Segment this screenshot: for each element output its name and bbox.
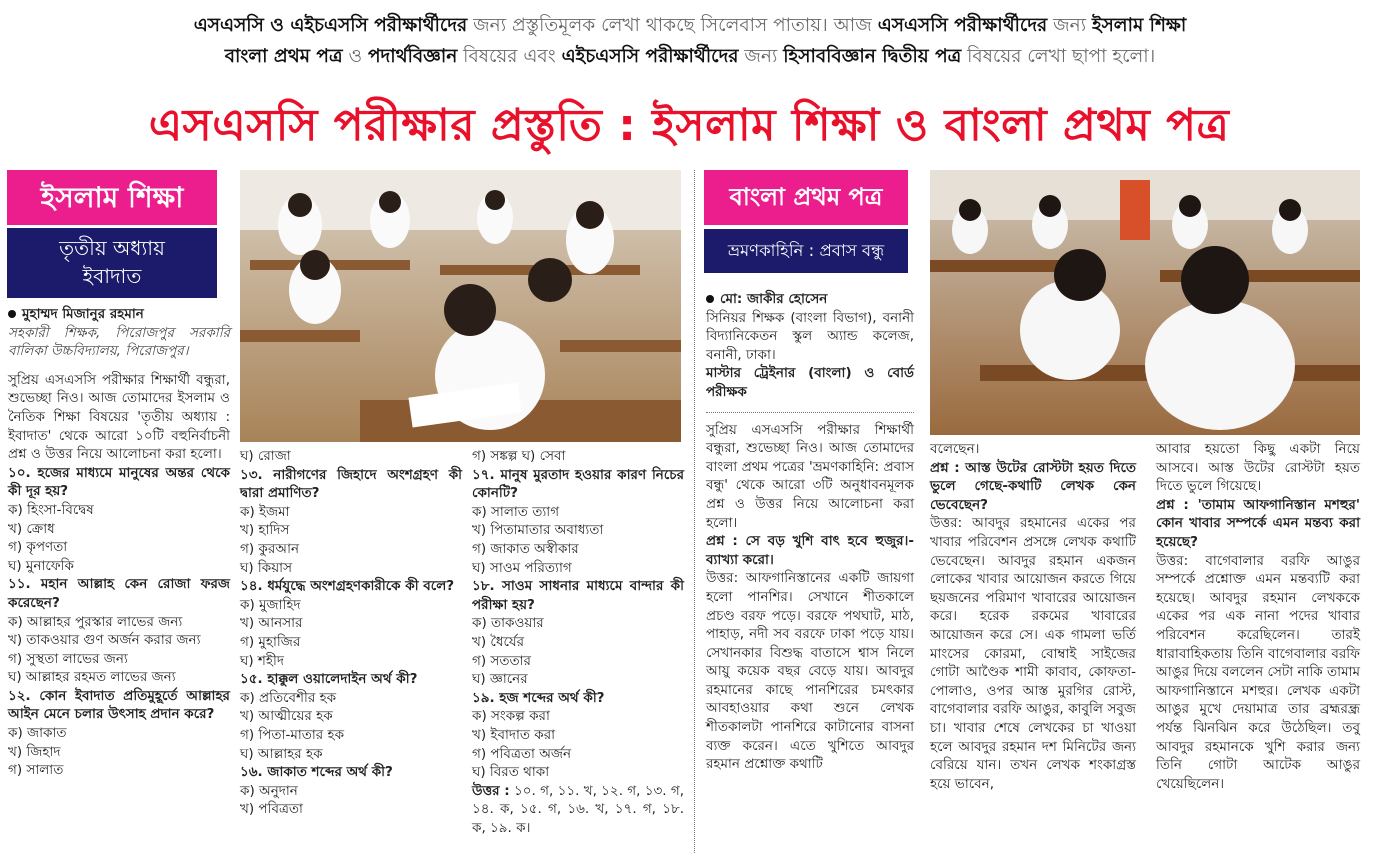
exam-hall-photo-1 <box>240 170 681 442</box>
mcq-option: ক) প্রতিবেশীর হক <box>240 689 337 706</box>
bullet-icon <box>706 295 714 303</box>
mcq-option: ক) আল্লাহর পুরস্কার লাভের জন্য <box>8 613 183 630</box>
mcq-question: ১৭. মানুষ মুরতাদ হওয়ার কারণ নিচের কোনটি? <box>472 466 684 502</box>
mcq-option: গ) কুরআন <box>240 540 300 557</box>
mcq-option: ক) হিংসা-বিদ্বেষ <box>8 501 94 518</box>
mcq-option: খ) তাকওয়ার গুণ অর্জন করার জন্য <box>8 632 201 649</box>
mcq-option: গ) কৃপণতা <box>8 539 68 556</box>
mcq-option: ঘ) সাওম পরিত্যাগ <box>472 559 572 576</box>
mcq-option: ঘ) মুনাফেকি <box>8 557 74 574</box>
mcq-option: ক) সংকল্প করা <box>472 708 550 725</box>
question-3: প্রশ্ন : 'তামাম আফগানিস্তান মশহুর' কোন খাবার সম্পর্কে এমন মন্তব্য করা হয়েছে? <box>1156 496 1360 550</box>
mcq-option: খ) ইবাদাত করা <box>472 726 556 743</box>
mcq-option: ঘ) বিরত থাকা <box>472 764 550 781</box>
mcq-question: ১৫. হাক্কুল ওয়ালেদাইন অর্থ কী? <box>240 671 418 688</box>
mcq-option: খ) হাদিস <box>240 522 290 539</box>
page-headline: এসএসসি পরীক্ষার প্রস্তুতি : ইসলাম শিক্ষা ও বাংলা প্রথম পত্র <box>148 100 1230 151</box>
mcq-option: গ) সালাত <box>8 762 64 779</box>
mcq-option: ক) তাকওয়ার <box>472 615 544 632</box>
mcq-option: গ) পবিত্রতা অর্জন <box>472 745 572 762</box>
mcq-option: ক) মুজাহিদ <box>240 596 301 613</box>
author-role: মাস্টার ট্রেইনার (বাংলা) ও বোর্ড পরীক্ষক <box>706 365 914 400</box>
chapter-number: তৃতীয় অধ্যায় <box>59 236 165 260</box>
chapter-title: ইবাদাত <box>82 264 142 288</box>
mcq-option: ঘ) জ্ঞানের <box>472 671 528 688</box>
mcq-option: খ) আনসার <box>240 615 303 632</box>
mcq-option: গ) পিতা-মাতার হক <box>240 726 345 743</box>
mcq-option: ঘ) আল্লাহর হক <box>240 745 323 762</box>
mcq-question: ১৩. নারীগণের জিহাদে অংশগ্রহণ কী দ্বারা প্রমাণিত? <box>240 466 462 502</box>
bangla-column-2 <box>930 440 1136 793</box>
author-affiliation: সহকারী শিক্ষক, পিরোজপুর সরকারি বালিকা উচ্চবিদ্যালয়, পিরোজপুর। <box>8 324 230 360</box>
mcq-option: ঘ) শহীদ <box>240 652 284 669</box>
mcq-option: খ) জিহাদ <box>8 743 61 760</box>
continued-text: আবার হয়তো কিছু একটা নিয়ে আসবে। আস্ত উটের রোস্টটা হয়ত দিতে ভুলে গিয়েছে। <box>1156 441 1360 495</box>
mcq-option: খ) ক্রোধ <box>8 520 55 537</box>
bangla-column-3 <box>1156 440 1360 793</box>
mcq-option: ক) জাকাত <box>8 725 67 742</box>
mcq-option: খ) পিতামাতার অবাধ্যতা <box>472 522 604 539</box>
mcq-question: ১৬. জাকাত শব্দের অর্থ কী? <box>240 764 393 781</box>
islam-tag: ইসলাম শিক্ষা <box>7 170 217 225</box>
question-1: প্রশ্ন : সে বড় খুশি বাৎ হবে হুজুর।- ব্যাখ্যা করো। <box>706 533 914 568</box>
mcq-option: গ) সুস্থতা লাভের জন্য <box>8 650 128 667</box>
question-2: প্রশ্ন : আস্ত উটের রোস্টটা হয়ত দিতে ভুলে গেছে-কথাটি লেখক কেন ভেবেছেন? <box>930 459 1136 513</box>
chapter-box <box>7 228 217 298</box>
mcq-question: ১৪. ধর্মযুদ্ধে অংশগ্রহণকারীকে কী বলে? <box>240 578 455 595</box>
author-affiliation: সিনিয়র শিক্ষক (বাংলা বিভাগ), বনানী বিদ্যানিকেতন স্কুল অ্যান্ড কলেজ, বনানী, ঢাকা। <box>706 309 914 363</box>
mcq-option: খ) পবিত্রতা <box>240 801 303 818</box>
section-intro: সুপ্রিয় এসএসসি পরীক্ষার শিক্ষার্থী বন্ধুরা, শুভেচ্ছা নিও। আজ তোমাদের ইসলাম ও নৈতিক শিক্ষা বিষয়ের 'তৃতীয় অধ্যায় : ইবাদাত' থেকে আরো ১০টি বহুনির্বাচনী প্রশ্ন ও উত্তর নিয়ে আলোচনা করা হলো। <box>8 371 230 463</box>
mcq-option: গ) মুহাজির <box>240 633 301 650</box>
mcq-option: ক) অনুদান <box>240 782 298 799</box>
story-subtitle: ভ্রমণকাহিনি : প্রবাস বন্ধু <box>704 229 908 273</box>
mcq-option: ঘ) কিয়াস <box>240 559 292 576</box>
author-name: মো: জাকীর হোসেন <box>720 291 828 307</box>
bangla-tag: বাংলা প্রথম পত্র <box>704 170 908 225</box>
islam-column-3 <box>472 447 684 837</box>
mcq-option: ঘ) আল্লাহর রহমত লাভের জন্য <box>8 669 176 686</box>
exam-hall-photo-2 <box>930 170 1360 435</box>
answer-3: উত্তর: বাগেবালার বরফি আঙুর সম্পর্কে প্রশ্নোক্ত এমন মন্তব্যটি করা হয়েছে। আবদুর রহমান লেখককে একের পর এক নানা পদের খাবার পরিবেশন করেছিলেন। তারই ধারাবাহিকতায় তিনি বাগেবালার বরফি আঙুর দিয়ে বললেন সেটা নাকি তামাম আফগানিস্তানে মশহুর। লেখক একটা আঙুর মুখে দেয়ামাত্র তার ব্রহ্মরন্ধ্র পর্যন্ত ঝিনঝিন করে উঠেছিল। তবু আবদুর রহমানকে খুশি করার জন্য তিনি গোটা আটেক আঙুর খেয়েছিলেন। <box>1156 552 1360 792</box>
answer-2: উত্তর: আবদুর রহমানের একের পর খাবার পরিবেশন প্রসঙ্গে লেখক কথাটি ভেবেছেন। আবদুর রহমান একজন লোকের খাবার আয়োজন করতে গিয়ে ছয়জনের পরিমাণ খাবারের আয়োজন করে। হরেক রকমের খাবারের আয়োজন করে সে। এক গামলা ভর্তি মাংসের কোরমা, বোম্বাই সাইজের গোটা আণ্ডৈক শামী কাবাব, কোফতা-পোলাও, ওপর আস্ত মুরগির রোস্ট, বাগেবালার বরফি আঙুর, কাবুলি সবুজ চা। খাবার শেষে লেখকের চা খাওয়া হলে আবদুর রহমান দশ মিনিটের জন্য বেরিয়ে যান। তখন লেখক শংকাগ্রস্ত হয়ে ভাবেন, <box>930 515 1136 792</box>
mcq-option: গ) জাকাত অস্বীকার <box>472 540 579 557</box>
mcq-question: ১০. হজের মাধ্যমে মানুষের অন্তর থেকে কী দূর হয়? <box>8 464 230 500</box>
mcq-question: ১১. মহান আল্লাহ কেন রোজা ফরজ করেছেন? <box>8 576 230 611</box>
bullet-icon <box>8 310 16 318</box>
author-name: মুহাম্মদ মিজানুর রহমান <box>22 306 144 322</box>
continued-text: বলেছেন। <box>930 441 980 457</box>
mcq-question: ১৮. সাওম সাধনার মাধ্যমে বান্দার কী পরীক্ষা হয়? <box>472 578 684 613</box>
intro-text: এসএসসি ও এইচএসসি পরীক্ষার্থীদের জন্য প্রস্তুতিমূলক লেখা থাকছে সিলেবাস পাতায়। আজ এসএসসি পরীক্ষার্থীদের জন্য ইসলাম শিক্ষা বাংলা প্রথম পত্র ও পদার্থবিজ্ঞান বিষয়ের এবং এইচএসসি পরীক্ষার্থীদের জন্য হিসাববিজ্ঞান দ্বিতীয় পত্র বিষয়ের লেখা ছাপা হলো। <box>193 15 1187 67</box>
islam-column-1 <box>8 305 230 780</box>
bangla-column-1 <box>706 290 914 774</box>
section-intro: সুপ্রিয় এসএসসি পরীক্ষার শিক্ষার্থী বন্ধুরা, শুভেচ্ছা নিও। আজ তোমাদের বাংলা প্রথম পত্রের 'ভ্রমণকাহিনি: প্রবাস বন্ধু' থেকে আরো ৩টি অনুধাবনমূলক প্রশ্ন ও উত্তর নিয়ে আলোচনা করা হলো। <box>706 421 914 531</box>
mcq-option: ক) ইজমা <box>240 503 290 520</box>
mcq-option: ক) সালাত ত্যাগ <box>472 503 560 520</box>
mcq-option: খ) ধৈর্যের <box>472 633 525 650</box>
mcq-option: ঘ) রোজা <box>240 448 291 464</box>
answer-key: উত্তর : ১০. গ, ১১. খ, ১২. গ, ১৩. গ, ১৪. ক, ১৫. গ, ১৬. খ, ১৭. গ, ১৮. ক, ১৯. ক। <box>472 782 685 836</box>
mcq-question: ১২. কোন ইবাদাত প্রতিমুহূর্তে আল্লাহর আইন মেনে চলার উৎসাহ প্রদান করে? <box>8 687 230 723</box>
mcq-option: গ) সততার <box>472 652 531 669</box>
mcq-option: গ) সঙ্কল্প ঘ) সেবা <box>472 448 566 464</box>
islam-column-2 <box>240 447 462 819</box>
mcq-question: ১৯. হজ শব্দের অর্থ কী? <box>472 689 605 706</box>
answer-1: উত্তর: আফগানিস্তানের একটি জায়গা হলো পানশির। সেখানে শীতকালে প্রচণ্ড বরফ পড়ে। বরফে পথঘাট, মাঠ, পাহাড়, নদী সব বরফে ঢাকা পড়ে যায়। সেখানকার বিশুদ্ধ বাতাসে শ্বাস নিলে আয়ু কয়েক বছর বেড়ে যায়। আবদুর রহমানের কাছে পানশিরের চমৎকার আবহাওয়ার কথা শুনে লেখক শীতকালটা পানশিরে কাটানোর বাসনা ব্যক্ত করেন। এতে খুশিতে আবদুর রহমান প্রশ্নোক্ত কথাটি <box>706 570 914 773</box>
column-divider <box>694 170 695 853</box>
mcq-option: খ) আত্মীয়ের হক <box>240 708 333 725</box>
